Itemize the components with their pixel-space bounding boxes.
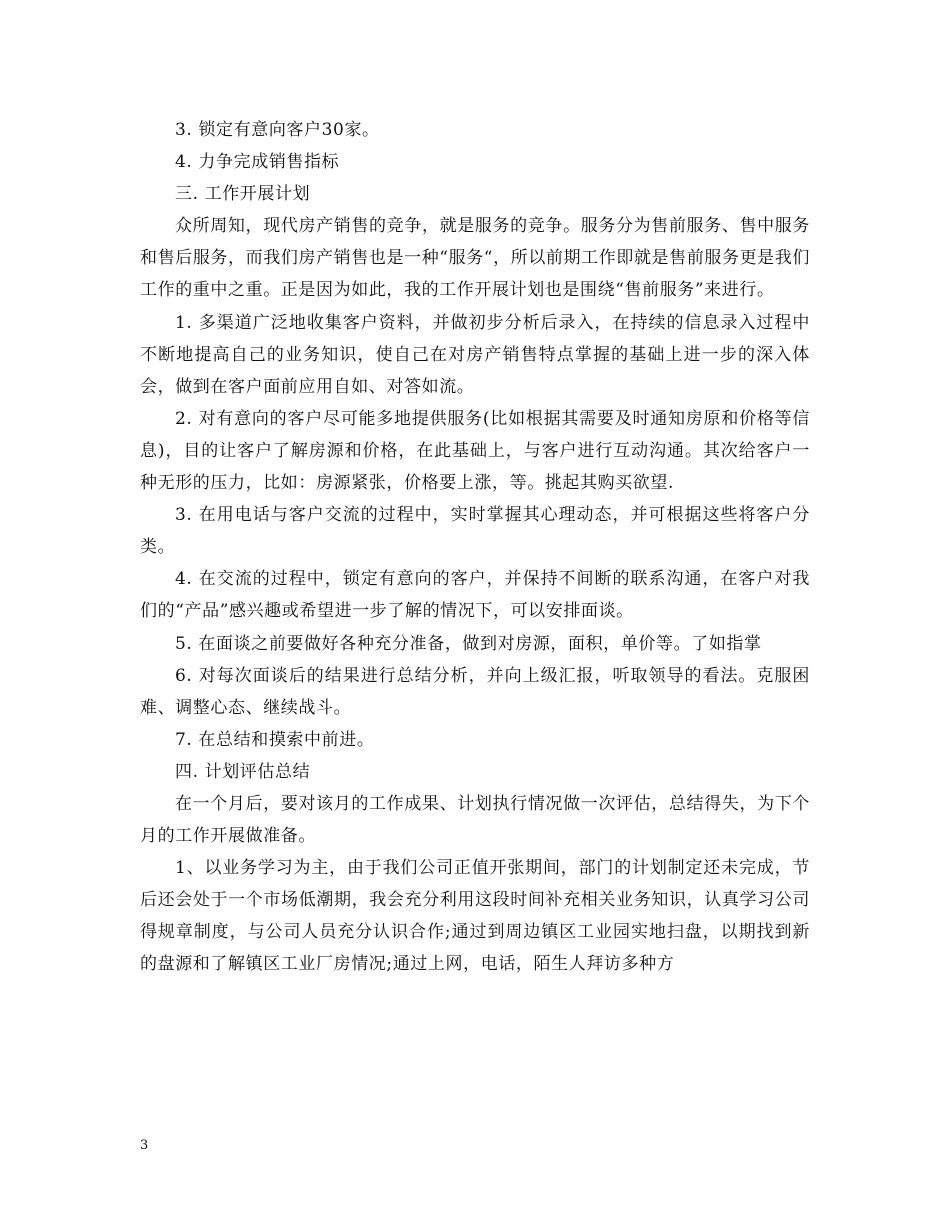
paragraph-goal-4: 4. 力争完成销售指标 [175, 152, 340, 173]
section-heading-evaluation: 四. 计划评估总结 [175, 761, 311, 782]
paragraph-plan-item-6: 6. 对每次面谈后的结果进行总结分析，并向上级汇报，听取领导的看法。克服困难、调整心态、继续战斗。 [140, 665, 810, 718]
section-heading-work-plan: 三. 工作开展计划 [175, 184, 311, 205]
paragraph-plan-item-1: 1. 多渠道广泛地收集客户资料，并做初步分析后录入，在持续的信息录入过程中不断地提高自己的业务知识，使自己在对房产销售特点掌握的基础上进一步的深入体会，做到在客户面前应用自如、对答如流。 [140, 312, 810, 397]
paragraph-service-intro: 众所周知，现代房产销售的竞争，就是服务的竞争。服务分为售前服务、售中服务和售后服务，而我们房产销售也是一种“服务“，所以前期工作即就是售前服务更是我们工作的重中之重。正是因为如此，我的工作开展计划也是围绕“售前服务”来进行。 [140, 216, 810, 301]
document-body [140, 114, 810, 981]
paragraph-plan-item-7: 7. 在总结和摸索中前进。 [175, 729, 375, 750]
paragraph-evaluation-intro: 在一个月后，要对该月的工作成果、计划执行情况做一次评估，总结得失，为下个月的工作开展做准备。 [140, 793, 810, 847]
paragraph-plan-item-3: 3. 在用电话与客户交流的过程中，实时掌握其心理动态，并可根据这些将客户分类。 [140, 505, 810, 558]
paragraph-goal-3: 3. 锁定有意向客户30家。 [175, 120, 380, 140]
paragraph-evaluation-item-1: 1、以业务学习为主，由于我们公司正值开张期间，部门的计划制定还未完成，节后还会处于一个市场低潮期，我会充分利用这段时间补充相关业务知识，认真学习公司得规章制度，与公司人员充分认识合作;通过到周边镇区工业园实地扫盘，以期找到新的盘源和了解镇区工业厂房情况;通过上网，电话，陌生人拜访多种方 [140, 858, 810, 975]
page-number: 3 [140, 1138, 149, 1153]
paragraph-plan-item-2: 2. 对有意向的客户尽可能多地提供服务(比如根据其需要及时通知房原和价格等信息)，目的让客户了解房源和价格，在此基础上，与客户进行互动沟通。其次给客户一种无形的压力，比如：房源紧张，价格要上涨，等。挑起其购买欲望. [140, 408, 810, 494]
paragraph-plan-item-4: 4. 在交流的过程中，锁定有意向的客户，并保持不间断的联系沟通，在客户对我们的“产品”感兴趣或希望进一步了解的情况下，可以安排面谈。 [140, 569, 810, 622]
paragraph-plan-item-5: 5. 在面谈之前要做好各种充分准备，做到对房源，面积，单价等。了如指掌 [175, 633, 762, 654]
